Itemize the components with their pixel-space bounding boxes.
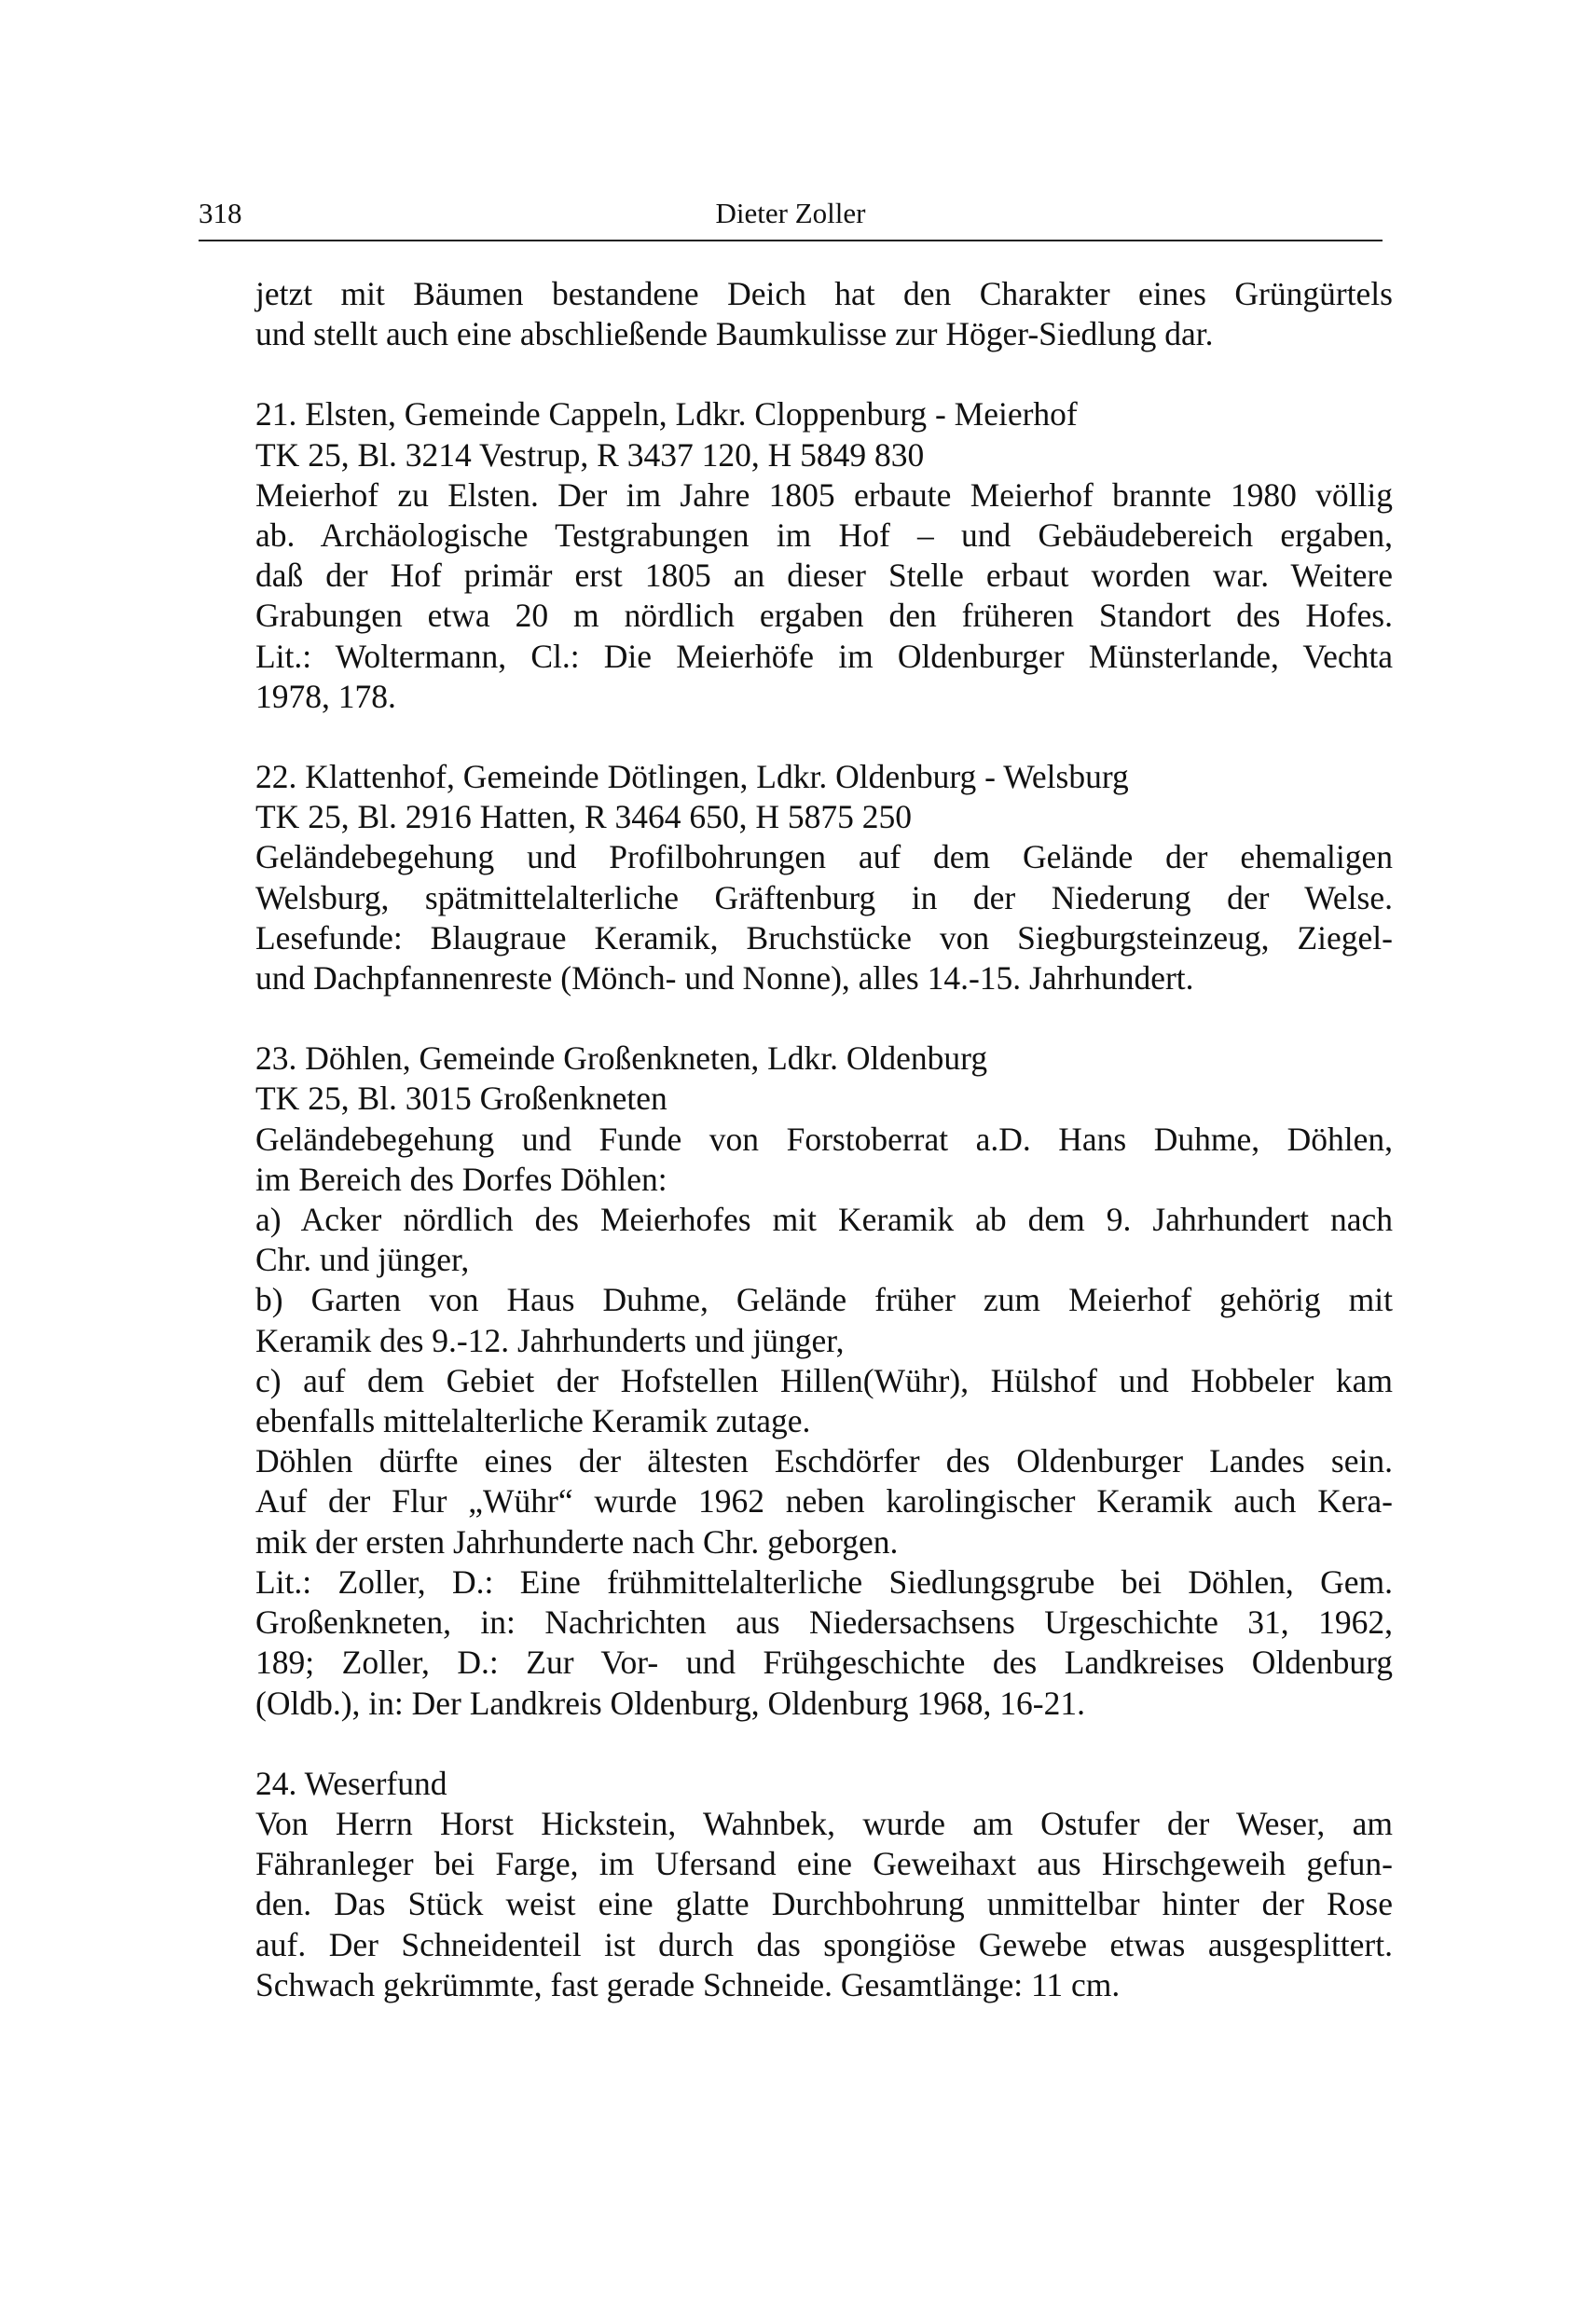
page-number: 318 — [199, 197, 242, 229]
literature-line: 1978, 178. — [255, 677, 396, 715]
list-item-c: c) auf dem Gebiet der Hofstellen Hillen(Wühr), Hülshof und Hobbeler kam — [255, 1361, 1393, 1399]
text-line: Von Herrn Horst Hickstein, Wahnbek, wurde am Ostufer der Weser, am — [255, 1804, 1393, 1842]
entry-heading: 22. Klattenhof, Gemeinde Dötlingen, Ldkr. Oldenburg - Welsburg — [255, 758, 1129, 796]
text-line: Lesefunde: Blaugraue Keramik, Bruchstücke von Siegburgsteinzeug, Ziegel- — [255, 918, 1393, 956]
text-line: Meierhof zu Elsten. Der im Jahre 1805 erbaute Meierhof brannte 1980 völlig — [255, 475, 1393, 514]
literature-line: Großenkneten, in: Nachrichten aus Niedersachsens Urgeschichte 31, 1962, — [255, 1603, 1393, 1642]
map-reference: TK 25, Bl. 3015 Großenkneten — [255, 1080, 667, 1118]
literature-line: 189; Zoller, D.: Zur Vor- und Frühgeschichte des Landkreises Oldenburg — [255, 1644, 1393, 1682]
text-line: auf. Der Schneidenteil ist durch das spongiöse Gewebe etwas ausgesplittert. — [255, 1925, 1393, 1963]
map-reference: TK 25, Bl. 3214 Vestrup, R 3437 120, H 5849 830 — [255, 435, 925, 474]
text-line: Welsburg, spätmittelalterliche Gräftenburg in der Niederung der Welse. — [255, 878, 1393, 916]
intro-paragraph — [255, 274, 1402, 354]
literature-line: Lit.: Zoller, D.: Eine frühmittelalterliche Siedlungsgrube bei Döhlen, Gem. — [255, 1562, 1393, 1601]
text-line: Grabungen etwa 20 m nördlich ergaben den früheren Standort des Hofes. — [255, 597, 1393, 635]
entry-23 — [255, 1039, 1402, 1723]
list-item-b: b) Garten von Haus Duhme, Gelände früher zum Meierhof gehörig mit — [255, 1281, 1393, 1319]
text-line: ab. Archäologische Testgrabungen im Hof – und Gebäudebereich ergaben, — [255, 516, 1393, 555]
list-item-a: a) Acker nördlich des Meierhofes mit Keramik ab dem 9. Jahrhundert nach — [255, 1201, 1393, 1239]
list-item-a-cont: Chr. und jünger, — [255, 1241, 470, 1279]
text-line: den. Das Stück weist eine glatte Durchbohrung unmittelbar hinter der Rose — [255, 1885, 1393, 1923]
body-text — [255, 274, 1402, 2045]
header-rule — [199, 240, 1383, 241]
text-line: Döhlen dürfte eines der ältesten Eschdörfer des Oldenburger Landes sein. — [255, 1442, 1393, 1480]
list-item-b-cont: Keramik des 9.-12. Jahrhunderts und jünger, — [255, 1321, 845, 1359]
text-line: mik der ersten Jahrhunderte nach Chr. geborgen. — [255, 1522, 899, 1561]
entry-heading: 24. Weserfund — [255, 1764, 447, 1802]
text-line: Schwach gekrümmte, fast gerade Schneide. Gesamtlänge: 11 cm. — [255, 1965, 1121, 2003]
text-line: Geländebegehung und Funde von Forstoberrat a.D. Hans Duhme, Döhlen, — [255, 1120, 1393, 1158]
text-line: Geländebegehung und Profilbohrungen auf dem Gelände der ehemaligen — [255, 838, 1393, 876]
literature-line: Lit.: Woltermann, Cl.: Die Meierhöfe im Oldenburger Münsterlande, Vechta — [255, 637, 1393, 675]
literature-line: (Oldb.), in: Der Landkreis Oldenburg, Oldenburg 1968, 16-21. — [255, 1684, 1085, 1722]
text-line: daß der Hof primär erst 1805 an dieser Stelle erbaut worden war. Weitere — [255, 557, 1393, 595]
list-item-c-cont: ebenfalls mittelalterliche Keramik zutage. — [255, 1402, 811, 1440]
text-line: Auf der Flur „Wühr“ wurde 1962 neben karolingischer Keramik auch Kera- — [255, 1482, 1393, 1521]
text-line: Fähranleger bei Farge, im Ufersand eine Geweihaxt aus Hirschgeweih gefun- — [255, 1845, 1393, 1883]
text-line: und Dachpfannenreste (Mönch- und Nonne), alles 14.-15. Jahrhundert. — [255, 959, 1194, 998]
text-line: jetzt mit Bäumen bestandene Deich hat den Charakter eines Grüngürtels — [255, 275, 1393, 312]
entry-heading: 23. Döhlen, Gemeinde Großenkneten, Ldkr. Oldenburg — [255, 1039, 988, 1078]
text-line: und stellt auch eine abschließende Baumkulisse zur Höger-Siedlung dar. — [255, 315, 1214, 353]
running-head-author: Dieter Zoller — [715, 197, 866, 229]
running-head — [199, 192, 1383, 235]
text-line: im Bereich des Dorfes Döhlen: — [255, 1160, 667, 1198]
entry-22 — [255, 757, 1402, 998]
entry-24 — [255, 1764, 1402, 2005]
entry-21 — [255, 394, 1402, 717]
entry-heading: 21. Elsten, Gemeinde Cappeln, Ldkr. Cloppenburg - Meierhof — [255, 395, 1078, 434]
map-reference: TK 25, Bl. 2916 Hatten, R 3464 650, H 5875 250 — [255, 798, 913, 836]
